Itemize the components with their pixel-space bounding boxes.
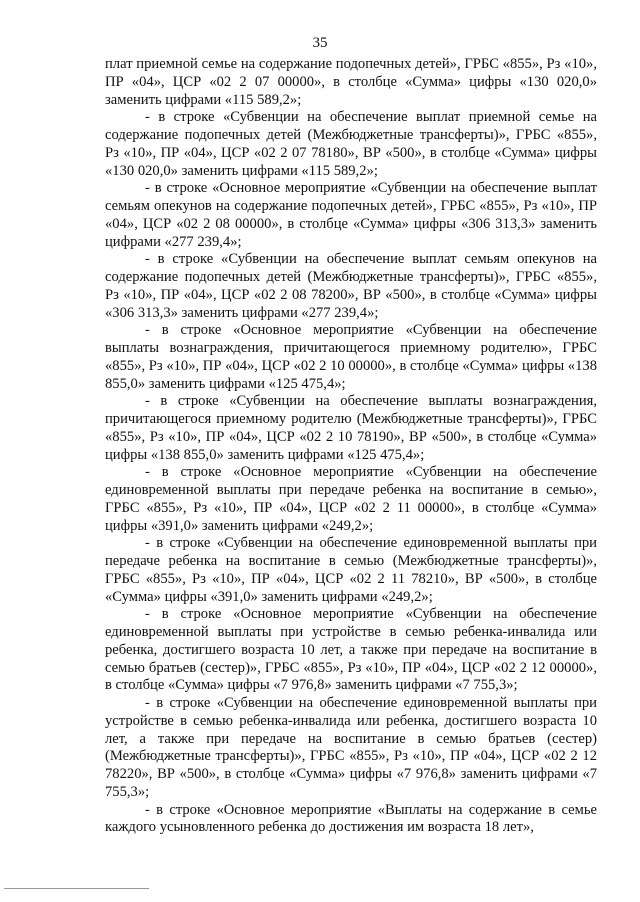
paragraph: плат приемной семье на содержание подопечных детей», ГРБС «855», Рз «10», ПР «04», ЦСР «02 2 07 00000», в столбце «Сумма» цифры «130 020,0» заменить цифрами «115 589,2»; bbox=[105, 56, 597, 108]
paragraph: - в строке «Субвенции на обеспечение выплаты вознаграждения, причитающегося приемному родителю (Межбюджетные трансферты)», ГРБС «855», Рз «10», ПР «04», ЦСР «02 2 10 78190», ВР «500», в столбце «Сумма» цифры «138 855,0» заменить цифрами «125 475,4»; bbox=[105, 393, 597, 463]
paragraph: - в строке «Основное мероприятие «Выплаты на содержание в семье каждого усыновленного ребенка до достижения им возраста 18 лет», bbox=[105, 801, 597, 836]
paragraph: - в строке «Основное мероприятие «Субвенции на обеспечение единовременной выплаты при устройстве в семью ребенка-инвалида или ребенка, достигшего возраста 10 лет, а также при передаче на воспитание в семью братьев (сестер)», ГРБС «855», Рз «10», ПР «04», ЦСР «02 2 12 00000», в столбце «Сумма» цифры «7 976,8» заменить цифрами «7 755,3»; bbox=[105, 606, 597, 694]
document-body bbox=[105, 56, 597, 837]
paragraph: - в строке «Основное мероприятие «Субвенции на обеспечение выплат семьям опекунов на содержание подопечных детей», ГРБС «855», Рз «10», ПР «04», ЦСР «02 2 08 00000», в столбце «Сумма» цифры «306 313,3» заменить цифрами «277 239,4»; bbox=[105, 180, 597, 250]
paragraph: - в строке «Субвенции на обеспечение единовременной выплаты при передаче ребенка на воспитание в семью (Межбюджетные трансферты)», ГРБС «855», Рз «10», ПР «04», ЦСР «02 2 11 78210», ВР «500», в столбце «Сумма» цифры «391,0» заменить цифрами «249,2»; bbox=[105, 535, 597, 605]
footer-divider bbox=[4, 888, 149, 889]
page-number: 35 bbox=[312, 35, 328, 51]
paragraph: - в строке «Основное мероприятие «Субвенции на обеспечение выплаты вознаграждения, причитающегося приемному родителю», ГРБС «855», Рз «10», ПР «04», ЦСР «02 2 10 00000», в столбце «Сумма» цифры «138 855,0» заменить цифрами «125 475,4»; bbox=[105, 322, 597, 392]
paragraph: - в строке «Субвенции на обеспечение выплат семьям опекунов на содержание подопечных детей (Межбюджетные трансферты)», ГРБС «855», Рз «10», ПР «04», ЦСР «02 2 08 78200», ВР «500», в столбце «Сумма» цифры «306 313,3» заменить цифрами «277 239,4»; bbox=[105, 251, 597, 321]
paragraph: - в строке «Субвенции на обеспечение единовременной выплаты при устройстве в семью ребенка-инвалида или ребенка, достигшего возраста 10 лет, а также при передаче на воспитание в семью братьев (сестер) (Межбюджетные трансферты)», ГРБС «855», Рз «10», ПР «04», ЦСР «02 2 12 78220», ВР «500», в столбце «Сумма» цифры «7 976,8» заменить цифрами «7 755,3»; bbox=[105, 695, 597, 800]
paragraph: - в строке «Основное мероприятие «Субвенции на обеспечение единовременной выплаты при передаче ребенка на воспитание в семью», ГРБС «855», Рз «10», ПР «04», ЦСР «02 2 11 00000», в столбце «Сумма» цифры «391,0» заменить цифрами «249,2»; bbox=[105, 464, 597, 534]
paragraph: - в строке «Субвенции на обеспечение выплат приемной семье на содержание подопечных детей (Межбюджетные трансферты)», ГРБС «855», Рз «10», ПР «04», ЦСР «02 2 07 78180», ВР «500», в столбце «Сумма» цифры «130 020,0» заменить цифрами «115 589,2»; bbox=[105, 109, 597, 179]
